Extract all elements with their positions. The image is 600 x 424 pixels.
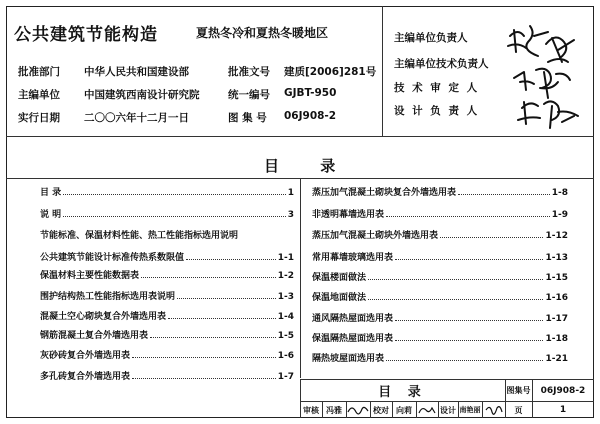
titleblock-atlas-label: 图集号 bbox=[506, 386, 531, 395]
meta-label-approval-dept: 批准部门 bbox=[18, 66, 60, 78]
toc-entry-page: 1-17 bbox=[545, 314, 568, 324]
titleblock-designer: 南艳丽 bbox=[459, 406, 481, 414]
toc-entry[interactable] bbox=[40, 206, 294, 220]
toc-entry[interactable] bbox=[40, 249, 294, 263]
toc-entry[interactable] bbox=[312, 184, 568, 198]
toc-entry-page: 1-2 bbox=[277, 271, 294, 281]
toc-entry-page: 1-9 bbox=[551, 210, 568, 220]
toc-leader-dots bbox=[141, 277, 276, 278]
toc-entry[interactable] bbox=[312, 310, 568, 324]
toc-leader-dots bbox=[395, 320, 543, 321]
toc-entry-page: 1-12 bbox=[545, 231, 568, 241]
toc-entry[interactable] bbox=[312, 350, 568, 364]
toc-leader-dots bbox=[368, 299, 543, 300]
toc-entry-label: 混凝土空心砌块复合外墙选用表 bbox=[40, 312, 167, 322]
toc-entry-page: 1 bbox=[287, 188, 294, 198]
toc-entry[interactable] bbox=[40, 184, 294, 198]
toc-entry-label: 保温地面做法 bbox=[312, 293, 367, 303]
role-design-head: 设 计 负 责 人 bbox=[394, 105, 480, 117]
toc-entry-label: 围护结构热工性能指标选用表说明 bbox=[40, 292, 176, 302]
header-divider bbox=[382, 6, 383, 136]
toc-entry-label: 保温隔热屋面选用表 bbox=[312, 334, 394, 344]
page-subtitle: 夏热冬冷和夏热冬暖地区 bbox=[196, 26, 329, 40]
titleblock-page-no: 1 bbox=[559, 405, 567, 415]
toc-leader-dots bbox=[458, 194, 550, 195]
meta-value-approval-dept: 中华人民共和国建设部 bbox=[84, 66, 189, 78]
titleblock-name: 目 录 bbox=[378, 385, 427, 400]
toc-entry-page: 1-3 bbox=[277, 292, 294, 302]
toc-entry-label: 保温材料主要性能数据表 bbox=[40, 271, 140, 281]
signatures bbox=[500, 16, 592, 134]
toc-entry[interactable] bbox=[40, 327, 294, 341]
titleblock-check-label: 校对 bbox=[373, 405, 389, 415]
toc-column-divider bbox=[300, 178, 301, 378]
toc-entry[interactable] bbox=[312, 227, 568, 241]
header-bottom-rule bbox=[6, 136, 594, 137]
toc-leader-dots bbox=[63, 216, 286, 217]
toc-leader-dots bbox=[440, 237, 543, 238]
toc-section-heading: 节能标准、保温材料性能、热工性能指标选用说明 bbox=[40, 231, 239, 241]
titleblock-reviewer: 冯雅 bbox=[326, 405, 342, 415]
toc-leader-dots bbox=[395, 340, 543, 341]
meta-label-effective-date: 实行日期 bbox=[18, 112, 60, 124]
toc-entry-label: 目 录 bbox=[40, 188, 62, 198]
toc-entry-page: 1-15 bbox=[545, 273, 568, 283]
toc-entry[interactable] bbox=[40, 288, 294, 302]
toc-leader-dots bbox=[368, 279, 543, 280]
toc-entry[interactable] bbox=[312, 289, 568, 303]
titleblock-review-label: 审核 bbox=[303, 405, 319, 415]
toc-heading: 目 录 bbox=[264, 157, 354, 175]
toc-entry-page: 1-18 bbox=[545, 334, 568, 344]
toc-entry[interactable] bbox=[40, 267, 294, 281]
meta-label-unified-no: 统一编号 bbox=[228, 89, 270, 101]
toc-entry-label: 常用幕墙玻璃选用表 bbox=[312, 253, 394, 263]
meta-value-chief-unit: 中国建筑西南设计研究院 bbox=[84, 89, 200, 101]
meta-value-unified-no: GJBT-950 bbox=[284, 87, 337, 99]
toc-leader-dots bbox=[150, 337, 276, 338]
toc-leader-dots bbox=[63, 194, 286, 195]
titleblock-page-label: 页 bbox=[514, 405, 523, 415]
toc-entry[interactable] bbox=[312, 269, 568, 283]
role-chief-tech-head: 主编单位技术负责人 bbox=[394, 58, 489, 70]
toc-entry-page: 1-16 bbox=[545, 293, 568, 303]
toc-leader-dots bbox=[168, 318, 276, 319]
toc-entry-label: 保温楼面做法 bbox=[312, 273, 367, 283]
toc-leader-dots bbox=[395, 259, 543, 260]
toc-leader-dots bbox=[386, 360, 543, 361]
toc-entry-label: 蒸压加气混凝土砌块复合外墙选用表 bbox=[312, 188, 457, 198]
toc-entry[interactable] bbox=[40, 347, 294, 361]
toc-entry[interactable] bbox=[40, 368, 294, 382]
toc-leader-dots bbox=[186, 259, 276, 260]
toc-entry-label: 说 明 bbox=[40, 210, 62, 220]
toc-entry-label: 多孔砖复合外墙选用表 bbox=[40, 372, 131, 382]
toc-leader-dots bbox=[386, 216, 550, 217]
toc-entry-label: 公共建筑节能设计标准传热系数限值 bbox=[40, 253, 185, 263]
toc-entry-page: 1-1 bbox=[277, 253, 294, 263]
toc-entry[interactable] bbox=[312, 330, 568, 344]
toc-entry-page: 1-7 bbox=[277, 372, 294, 382]
meta-value-effective-date: 二〇〇六年十二月一日 bbox=[84, 112, 189, 124]
titleblock-checker: 向莉 bbox=[396, 405, 412, 415]
toc-entry-label: 钢筋混凝土复合外墙选用表 bbox=[40, 331, 149, 341]
toc-entry-page: 1-8 bbox=[551, 188, 568, 198]
toc-entry[interactable] bbox=[40, 308, 294, 322]
toc-leader-dots bbox=[132, 357, 276, 358]
toc-entry[interactable] bbox=[312, 249, 568, 263]
titleblock-checker-signature bbox=[416, 402, 438, 418]
toc-entry[interactable] bbox=[312, 206, 568, 220]
role-chief-unit-head: 主编单位负责人 bbox=[394, 32, 468, 44]
toc-entry-page: 1-5 bbox=[277, 331, 294, 341]
toc-leader-dots bbox=[132, 378, 276, 379]
meta-label-chief-unit: 主编单位 bbox=[18, 89, 60, 101]
meta-value-atlas-no: 06J908-2 bbox=[284, 110, 337, 122]
role-technical-reviewer: 技 术 审 定 人 bbox=[394, 82, 480, 94]
toc-entry-page: 1-4 bbox=[277, 312, 294, 322]
toc-entry-label: 非透明幕墙选用表 bbox=[312, 210, 385, 220]
toc-entry-label: 通风隔热屋面选用表 bbox=[312, 314, 394, 324]
meta-label-approval-no: 批准文号 bbox=[228, 66, 270, 78]
titleblock-reviewer-signature bbox=[346, 402, 370, 418]
titleblock-atlas-no: 06J908-2 bbox=[540, 385, 586, 396]
titleblock-design-label: 设计 bbox=[440, 405, 456, 415]
toc-leader-dots bbox=[177, 298, 276, 299]
toc-entry-label: 灰砂砖复合外墙选用表 bbox=[40, 351, 131, 361]
toc-entry-label: 隔热坡屋面选用表 bbox=[312, 354, 385, 364]
toc-entry-label: 蒸压加气混凝土砌块外墙选用表 bbox=[312, 231, 439, 241]
titleblock-designer-signature bbox=[482, 402, 505, 418]
toc-entry-page: 1-21 bbox=[545, 354, 568, 364]
meta-label-atlas-no: 图 集 号 bbox=[228, 112, 267, 124]
toc-entry-page: 1-13 bbox=[545, 253, 568, 263]
toc-entry-page: 1-6 bbox=[277, 351, 294, 361]
meta-value-approval-no: 建质[2006]281号 bbox=[284, 66, 377, 78]
page-title: 公共建筑节能构造 bbox=[14, 25, 158, 45]
toc-entry-page: 3 bbox=[287, 210, 294, 220]
